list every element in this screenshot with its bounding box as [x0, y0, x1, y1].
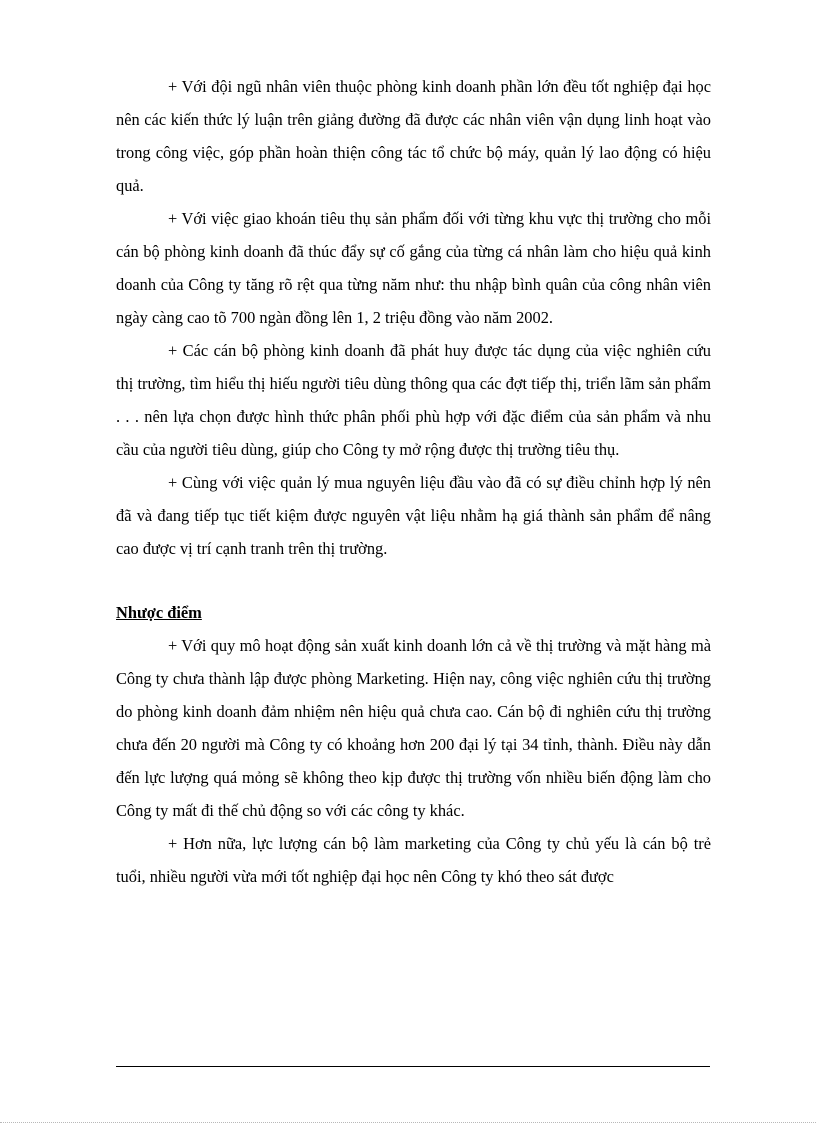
- footer-divider: [116, 1066, 710, 1067]
- paragraph-material-management: + Cùng với việc quản lý mua nguyên liệu đầu vào đã có sự điều chỉnh hợp lý nên đã và đang tiếp tục tiết kiệm được nguyên vật liệu nhằm hạ giá thành sản phẩm để nâng cao được vị trí cạnh tranh trên thị trường.: [116, 473, 711, 558]
- paragraph-market-research: + Các cán bộ phòng kinh doanh đã phát huy được tác dụng của việc nghiên cứu thị trường, tìm hiểu thị hiếu người tiêu dùng thông qua các đợt tiếp thị, triển lãm sản phẩm . . . nên lựa chọn được hình thức phân phối phù hợp với đặc điểm của sản phẩm và nhu cầu của người tiêu dùng, giúp cho Công ty mở rộng được thị trường tiêu thụ.: [116, 341, 711, 459]
- paragraph-sales-contracting: + Với việc giao khoán tiêu thụ sản phẩm đối với từng khu vực thị trường cho mỗi cán bộ phòng kinh doanh đã thúc đẩy sự cố gắng của từng cá nhân làm cho hiệu quả kinh doanh của Công ty tăng rõ rệt qua từng năm như: thu nhập bình quân của công nhân viên ngày càng cao tõ 700 ngàn đồng lên 1, 2 triệu đồng vào năm 2002.: [116, 209, 711, 327]
- paragraph-staff-education: + Với đội ngũ nhân viên thuộc phòng kinh doanh phần lớn đều tốt nghiệp đại học nên các kiến thức lý luận trên giảng đường đã được các nhân viên vận dụng linh hoạt vào trong công việc, góp phần hoàn thiện công tác tổ chức bộ máy, quản lý lao động có hiệu quả.: [116, 77, 711, 195]
- section-heading-weaknesses: Nhược điểm: [116, 603, 202, 622]
- paragraph-young-staff: + Hơn nữa, lực lượng cán bộ làm marketing của Công ty chủ yếu là cán bộ trẻ tuổi, nhiều người vừa mới tốt nghiệp đại học nên Công ty khó theo sát được: [116, 834, 711, 886]
- page-body: [116, 70, 711, 893]
- paragraph-no-marketing-dept: + Với quy mô hoạt động sản xuất kinh doanh lớn cả về thị trường và mặt hàng mà Công ty chưa thành lập được phòng Marketing. Hiện nay, công việc nghiên cứu thị trường do phòng kinh doanh đảm nhiệm nên hiệu quả chưa cao. Cán bộ đi nghiên cứu thị trường chưa đến 20 người mà Công ty có khoảng hơn 200 đại lý tại 34 tỉnh, thành. Điều này dẫn đến lực lượng quá mỏng sẽ không theo kịp được thị trường vốn nhiều biến động làm cho Công ty mất đi thế chủ động so với các công ty khác.: [116, 636, 711, 820]
